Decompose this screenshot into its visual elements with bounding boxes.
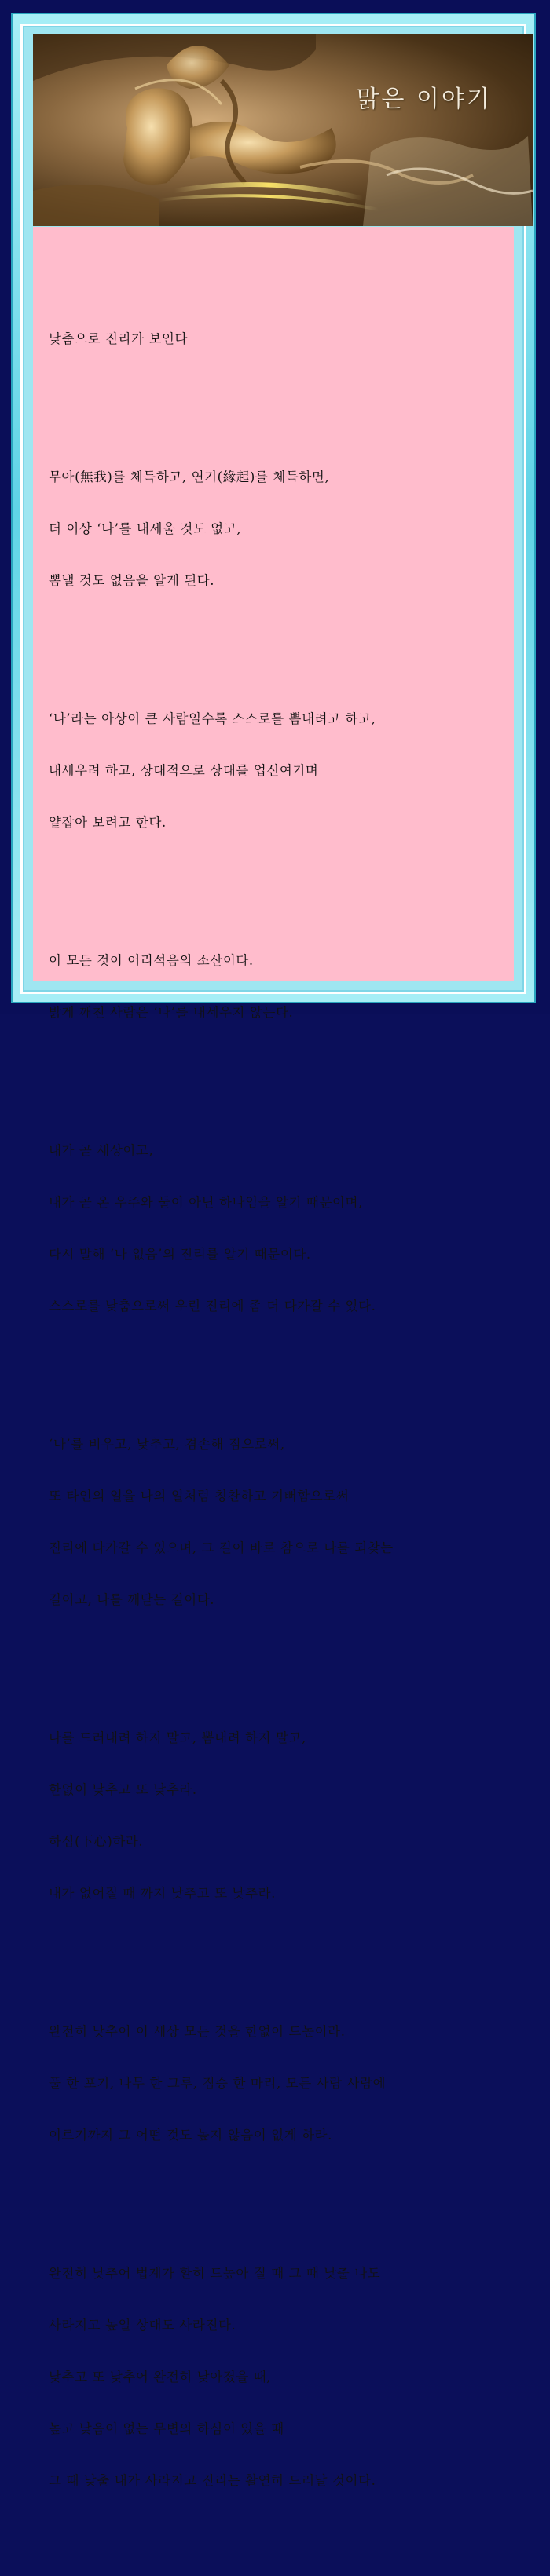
paragraph-line: 사라지고 높일 상대도 사라진다. — [49, 2318, 236, 2333]
paragraph-line: 얕잡아 보려고 한다. — [49, 815, 167, 830]
paragraph-line: 진리에 다가갈 수 있으며, 그 길이 바로 참으로 나를 되찾는 — [49, 1540, 394, 1555]
paragraph-line: 더 이상 ‘나’를 내세울 것도 없고, — [49, 521, 242, 536]
paragraph-line: 또 타인의 일을 나의 일처럼 칭찬하고 기뻐함으로써 — [49, 1489, 350, 1504]
paragraph-line: 나를 드러내려 하지 말고, 뽐내려 하지 말고, — [49, 1730, 306, 1745]
paragraph — [49, 1989, 514, 2179]
paragraph-line: 높고 낮음이 없는 무변의 하심이 있을 때 — [49, 2421, 284, 2436]
paragraph-line: 완전히 낮추어 법계가 환히 드높아 질 때 그 때 낮출 나도 — [49, 2266, 381, 2281]
paragraph-line: 뽐낼 것도 없음을 알게 된다. — [49, 573, 215, 588]
paragraph — [49, 1108, 514, 1350]
paragraph-line: 스스로를 낮춤으로써 우린 진리에 좀 더 다가갈 수 있다. — [49, 1299, 376, 1314]
paragraph — [49, 1401, 514, 1643]
paragraph-line: 내가 없어질 때 까지 낮추고 또 낮추라. — [49, 1886, 276, 1901]
paragraph-line: 완전히 낮추어 이 세상 모든 것을 한없이 드높이라. — [49, 2024, 346, 2039]
article-body — [33, 227, 514, 2488]
paragraph-line: 내가 곧 온 우주와 둘이 아닌 하나임을 알기 때문이며, — [49, 1195, 363, 1210]
article-heading-block — [49, 296, 514, 382]
paragraph-line: 길이고, 나를 깨닫는 길이다. — [49, 1592, 215, 1607]
paragraph-line: ‘나’라는 아상이 큰 사람일수록 스스로를 뽐내려고 하고, — [49, 711, 376, 726]
paragraph-line: 이 모든 것이 어리석음의 소산이다. — [49, 953, 254, 968]
paragraph-line: 무아(無我)를 체득하고, 연기(緣起)를 체득하면, — [49, 470, 330, 484]
paragraph — [49, 2231, 514, 2524]
paragraph — [49, 918, 514, 1056]
banner-title: 맑은 이야기 — [356, 86, 492, 113]
paragraph-line: ‘나’를 비우고, 낮추고, 겸손해 짐으로써, — [49, 1437, 285, 1452]
paragraph-line: 낮추고 또 낮추어 완전히 낮아졌을 때, — [49, 2370, 272, 2384]
paragraph — [49, 676, 514, 866]
banner-image — [33, 34, 533, 226]
article-text — [49, 261, 514, 2576]
paragraph-line: 내세우려 하고, 상대적으로 상대를 업신여기며 — [49, 763, 319, 778]
paragraph-line: 하심(下心)하라. — [49, 1834, 144, 1849]
paragraph — [49, 434, 514, 624]
lotus-vase-illustration — [33, 34, 533, 226]
article-heading: 낮춤으로 진리가 보인다 — [49, 331, 189, 346]
paragraph — [49, 1695, 514, 1937]
paragraph-line: 이르기까지 그 어떤 것도 높지 않음이 없게 하라. — [49, 2128, 332, 2143]
paragraph-line: 밝게 깨친 사람은 ‘나’를 내세우지 않는다. — [49, 1005, 294, 1020]
paragraph-line: 풀 한 포기, 나무 한 그루, 짐승 한 마리, 모든 사람 사람에 — [49, 2076, 387, 2091]
paragraph-line: 내가 곧 세상이고, — [49, 1143, 154, 1158]
paragraph-line: 한없이 낮추고 또 낮추라. — [49, 1782, 197, 1797]
paragraph-line: 그 때 낮출 내가 사라지고 진리는 활연히 드러날 것이다. — [49, 2473, 376, 2488]
paragraph-line: 다시 말해 ‘나 없음’의 진리를 알기 때문이다. — [49, 1247, 311, 1262]
